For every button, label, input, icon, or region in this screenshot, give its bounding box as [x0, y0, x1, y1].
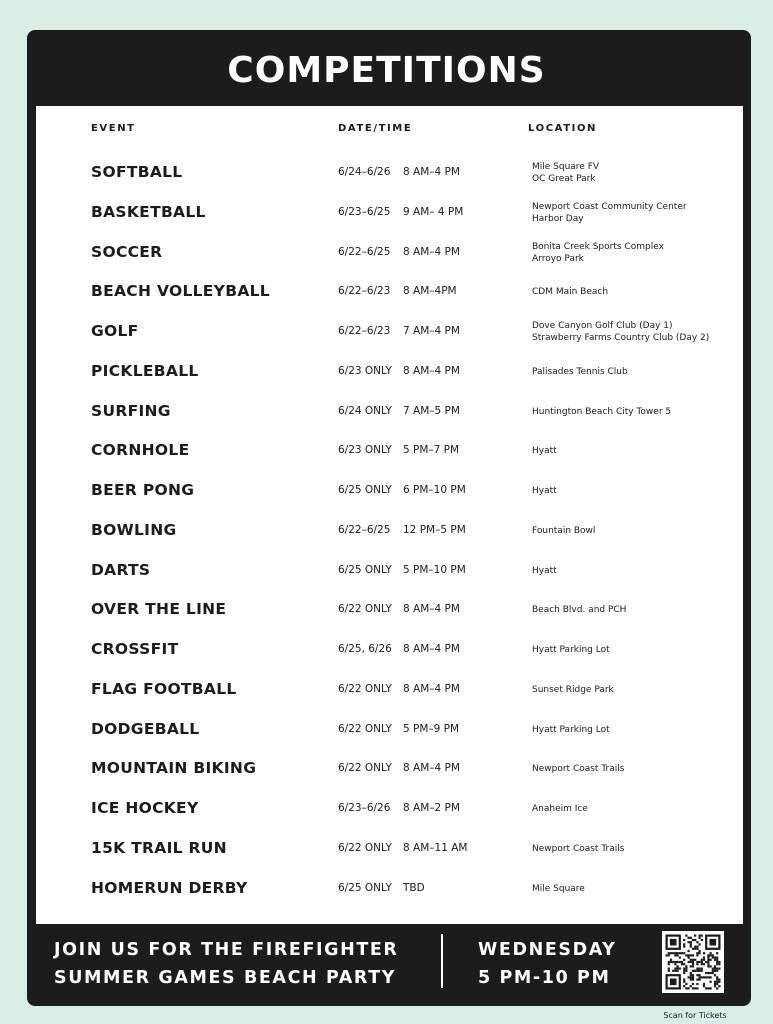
- event-time: 9 AM– 4 PM: [403, 205, 464, 218]
- location-line: CDM Main Beach: [532, 287, 609, 298]
- event-date: 6/22–6/25: [338, 523, 391, 536]
- location-line: Arroyo Park: [532, 253, 584, 264]
- event-location: [532, 155, 737, 191]
- location-line: Dove Canyon Golf Club (Day 1): [532, 321, 673, 331]
- location-line: Hyatt: [532, 446, 557, 457]
- event-date: 6/22 ONLY: [338, 603, 392, 616]
- event-date: 6/23 ONLY: [338, 444, 392, 457]
- footer-divider: [441, 934, 443, 988]
- event-date: 6/22 ONLY: [338, 722, 392, 735]
- event-time: 5 PM–9 PM: [403, 722, 460, 735]
- event-time: 5 PM–7 PM: [403, 444, 460, 457]
- event-location: [532, 751, 737, 787]
- table-row: [0, 869, 773, 909]
- location-line: Harbor Day: [532, 213, 584, 224]
- table-row: [0, 829, 773, 869]
- location-line: Hyatt Parking Lot: [532, 724, 610, 735]
- table-row: [0, 789, 773, 829]
- event-time: 8 AM–4 PM: [403, 603, 460, 616]
- location-line: Hyatt: [532, 565, 557, 576]
- event-name: BEER PONG: [91, 481, 195, 499]
- event-time: 8 AM–4 PM: [403, 682, 460, 695]
- event-date: 6/25 ONLY: [338, 484, 392, 496]
- table-row: [0, 153, 773, 193]
- event-date: 6/22 ONLY: [338, 682, 392, 695]
- event-date: 6/23 ONLY: [338, 364, 392, 377]
- invite-line-1: JOIN US FOR THE FIREFIGHTER: [54, 940, 399, 960]
- event-time: TBD: [403, 881, 425, 894]
- event-location: [532, 195, 737, 231]
- table-row: [0, 272, 773, 312]
- event-name: CORNHOLE: [91, 441, 190, 460]
- location-line: Strawberry Farms Country Club (Day 2): [532, 333, 710, 343]
- location-line: Palisades Tennis Club: [532, 366, 628, 377]
- event-date: 6/22–6/23: [338, 285, 391, 298]
- event-location: [532, 274, 737, 310]
- table-row: [0, 193, 773, 233]
- event-name: BEACH VOLLEYBALL: [91, 282, 270, 301]
- event-name: BOWLING: [91, 520, 177, 539]
- event-name: BASKETBALL: [91, 202, 206, 221]
- event-time: 8 AM–4 PM: [403, 245, 460, 258]
- table-row: [0, 392, 773, 432]
- event-location: [532, 831, 737, 867]
- event-name: MOUNTAIN BIKING: [91, 759, 257, 778]
- event-location: [532, 433, 737, 469]
- location-line: Hyatt Parking Lot: [532, 645, 610, 655]
- event-name: ICE HOCKEY: [91, 799, 199, 817]
- location-line: Mile Square: [532, 883, 585, 894]
- event-date: 6/22–6/25: [338, 245, 391, 258]
- event-name: SOCCER: [91, 242, 163, 261]
- event-date: 6/25 ONLY: [338, 881, 392, 894]
- event-location: [532, 513, 737, 549]
- table-row: [0, 710, 773, 750]
- event-time: 8 AM–4 PM: [403, 762, 460, 775]
- event-time: 6 PM–10 PM: [403, 484, 466, 496]
- event-date: 6/22–6/23: [338, 325, 391, 337]
- event-location: [532, 235, 737, 271]
- header-datetime: DATE/TIME: [338, 123, 413, 134]
- event-location: [532, 632, 737, 668]
- location-line: Bonita Creek Sports Complex: [532, 241, 664, 252]
- event-location: [532, 592, 737, 628]
- event-date: 6/23–6/25: [338, 205, 391, 218]
- event-date: 6/25, 6/26: [338, 643, 392, 655]
- event-name: CROSSFIT: [91, 640, 179, 658]
- event-name: DARTS: [91, 560, 151, 579]
- event-name: SOFTBALL: [91, 163, 183, 181]
- event-location: [532, 394, 737, 430]
- qr-code-icon: [662, 931, 724, 993]
- event-location: [532, 712, 737, 748]
- table-row: [0, 312, 773, 352]
- location-line: Fountain Bowl: [532, 525, 596, 536]
- scan-caption: Scan for Tickets: [663, 1011, 727, 1020]
- table-row: [0, 511, 773, 551]
- event-time: 8 AM–4 PM: [403, 166, 460, 178]
- event-location: [532, 791, 737, 827]
- event-location: [532, 354, 737, 390]
- event-name: OVER THE LINE: [91, 600, 227, 619]
- event-name: 15K TRAIL RUN: [91, 838, 227, 857]
- event-name: GOLF: [91, 322, 139, 340]
- event-time: 8 AM–4 PM: [403, 643, 460, 655]
- party-invite: [54, 936, 399, 992]
- location-line: Huntington Beach City Tower 5: [532, 406, 672, 417]
- table-row: [0, 749, 773, 789]
- event-name: FLAG FOOTBALL: [91, 679, 237, 698]
- page-title: COMPETITIONS: [227, 50, 546, 91]
- event-time: 7 AM–4 PM: [403, 325, 460, 337]
- ticket-qr-code[interactable]: [662, 931, 724, 993]
- event-time: 5 PM–10 PM: [403, 563, 466, 576]
- location-line: Mile Square FV: [532, 162, 600, 172]
- event-name: HOMERUN DERBY: [91, 878, 248, 897]
- event-time: 8 AM–4PM: [403, 285, 457, 298]
- table-row: [0, 670, 773, 710]
- event-name: DODGEBALL: [91, 719, 200, 738]
- event-date: 6/22 ONLY: [338, 762, 392, 775]
- event-date: 6/24–6/26: [338, 166, 391, 178]
- event-time: 8 AM–4 PM: [403, 364, 460, 377]
- location-line: Newport Coast Trails: [532, 764, 625, 775]
- event-time: 8 AM–11 AM: [403, 841, 468, 854]
- invite-line-2: SUMMER GAMES BEACH PARTY: [54, 968, 397, 988]
- table-row: [0, 630, 773, 670]
- location-line: Newport Coast Community Center: [532, 201, 687, 212]
- party-day: WEDNESDAY: [478, 940, 617, 960]
- event-location: [532, 672, 737, 708]
- event-date: 6/23–6/26: [338, 802, 391, 814]
- event-date: 6/25 ONLY: [338, 563, 392, 576]
- location-line: Hyatt: [532, 486, 557, 496]
- event-location: [532, 553, 737, 589]
- header-event: EVENT: [91, 123, 136, 134]
- table-row: [0, 551, 773, 591]
- event-name: SURFING: [91, 401, 171, 420]
- table-row: [0, 590, 773, 630]
- event-location: [532, 473, 737, 509]
- party-time: [478, 936, 616, 992]
- location-line: Sunset Ridge Park: [532, 684, 614, 695]
- location-line: Beach Blvd. and PCH: [532, 605, 627, 616]
- event-time: 8 AM–2 PM: [403, 802, 460, 814]
- event-location: [532, 871, 737, 907]
- table-row: [0, 431, 773, 471]
- header-location: LOCATION: [528, 123, 598, 134]
- party-hours: 5 PM-10 PM: [478, 968, 611, 988]
- table-row: [0, 471, 773, 511]
- event-location: [532, 314, 737, 350]
- event-name: PICKLEBALL: [91, 361, 199, 380]
- event-time: 7 AM–5 PM: [403, 404, 460, 417]
- event-time: 12 PM–5 PM: [403, 523, 466, 536]
- table-row: [0, 233, 773, 273]
- location-line: Anaheim Ice: [532, 804, 588, 814]
- event-date: 6/24 ONLY: [338, 404, 392, 417]
- location-line: Newport Coast Trails: [532, 843, 625, 854]
- location-line: OC Great Park: [532, 174, 596, 184]
- event-date: 6/22 ONLY: [338, 841, 392, 854]
- table-row: [0, 352, 773, 392]
